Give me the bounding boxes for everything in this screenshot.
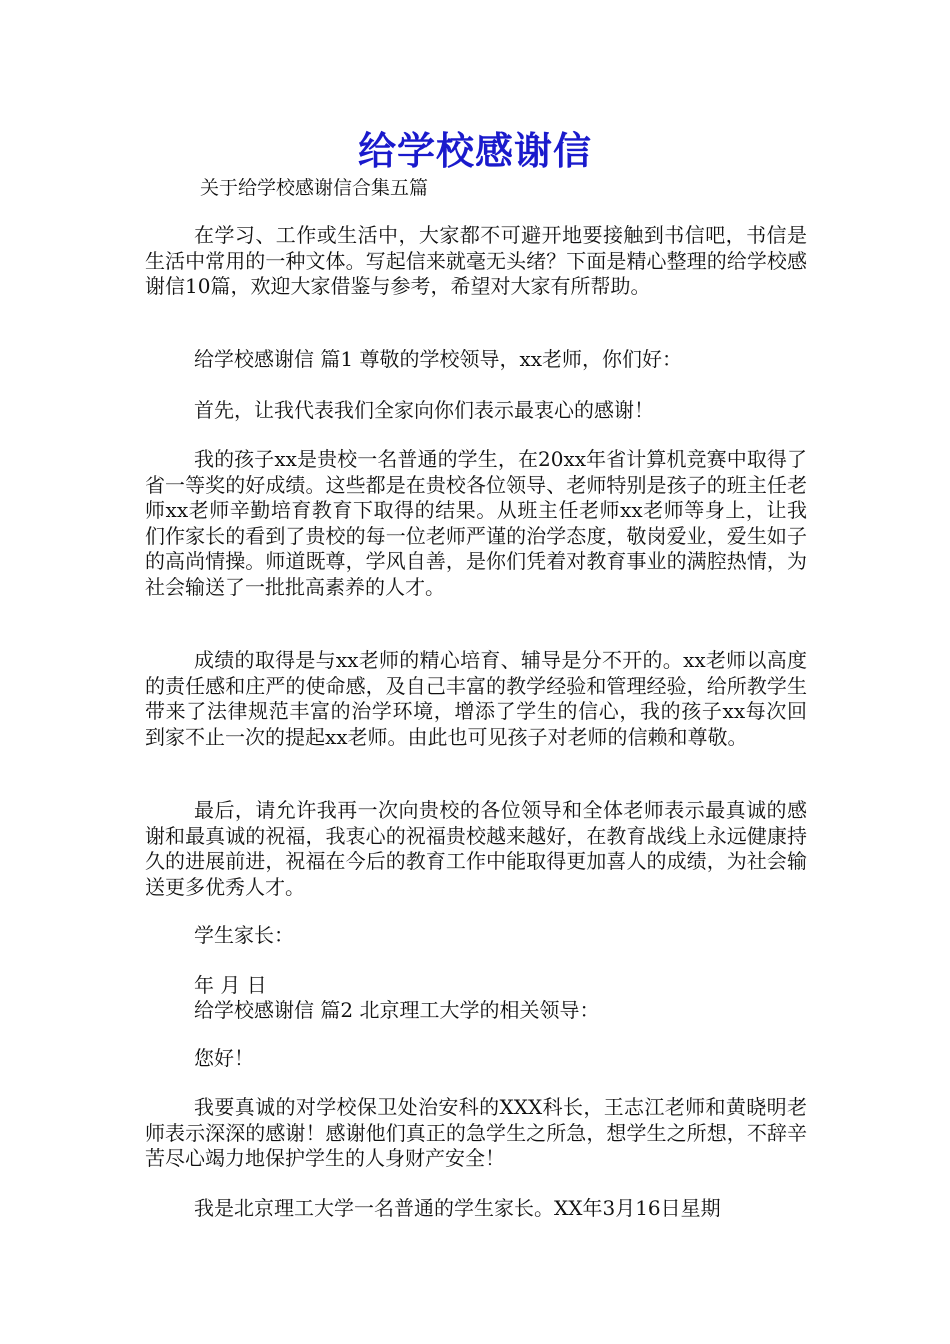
document-subtitle: 关于给学校感谢信合集五篇 [200, 177, 429, 199]
paragraph-intro: 在学习、工作或生活中，大家都不可避开地要接触到书信吧，书信是生活中常用的一种文体。写起信来就毫无头绪？下面是精心整理的给学校感谢信10篇，欢迎大家借鉴与参考，希望对大家有所帮助。 [145, 223, 807, 298]
paragraph-parent-intro: 我是北京理工大学一名普通的学生家长。XX年3月16日星期 [194, 1196, 721, 1220]
paragraph-child: 我的孩子xx是贵校一名普通的学生，在20xx年省计算机竞赛中取得了省一等奖的好成绩。这些都是在贵校各位领导、老师特别是孩子的班主任老师xx老师辛勤培育教育下取得的结果。从班主任老师xx老师等身上，让我们作家长的看到了贵校的每一位老师严谨的治学态度，敬岗爱业，爱生如子的高尚情操。师道既尊，学风自善，是你们凭着对教育事业的满腔热情，为社会输送了一批批高素养的人才。 [145, 447, 807, 599]
paragraph-letter2-heading: 给学校感谢信 篇2 北京理工大学的相关领导： [194, 998, 600, 1022]
paragraph-thanks: 首先，让我代表我们全家向你们表示最衷心的感谢！ [194, 398, 654, 422]
paragraph-signature: 学生家长： [194, 923, 294, 947]
paragraph-security-thanks: 我要真诚的对学校保卫处治安科的XXX科长，王志江老师和黄晓明老师表示深深的感谢！感谢他们真正的急学生之所急，想学生之所想，不辞辛苦尽心竭力地保护学生的人身财产安全！ [145, 1095, 807, 1170]
paragraph-closing: 最后，请允许我再一次向贵校的各位领导和全体老师表示最真诚的感谢和最真诚的祝福，我衷心的祝福贵校越来越好，在教育战线上永远健康持久的进展前进，祝福在今后的教育工作中能取得更加喜人的成绩，为社会输送更多优秀人才。 [145, 798, 807, 899]
document-title: 给学校感谢信 [357, 128, 592, 173]
paragraph-greeting: 您好！ [194, 1046, 254, 1070]
paragraph-achievement: 成绩的取得是与xx老师的精心培育、辅导是分不开的。xx老师以高度的责任感和庄严的使命感，及自己丰富的教学经验和管理经验，给所教学生带来了法律规范丰富的治学环境，增添了学生的信心，我的孩子xx每次回到家不止一次的提起xx老师。由此也可见孩子对老师的信赖和尊敬。 [145, 648, 807, 749]
paragraph-date: 年 月 日 [194, 973, 267, 997]
paragraph-letter1-heading: 给学校感谢信 篇1 尊敬的学校领导，xx老师，你们好： [194, 347, 682, 371]
